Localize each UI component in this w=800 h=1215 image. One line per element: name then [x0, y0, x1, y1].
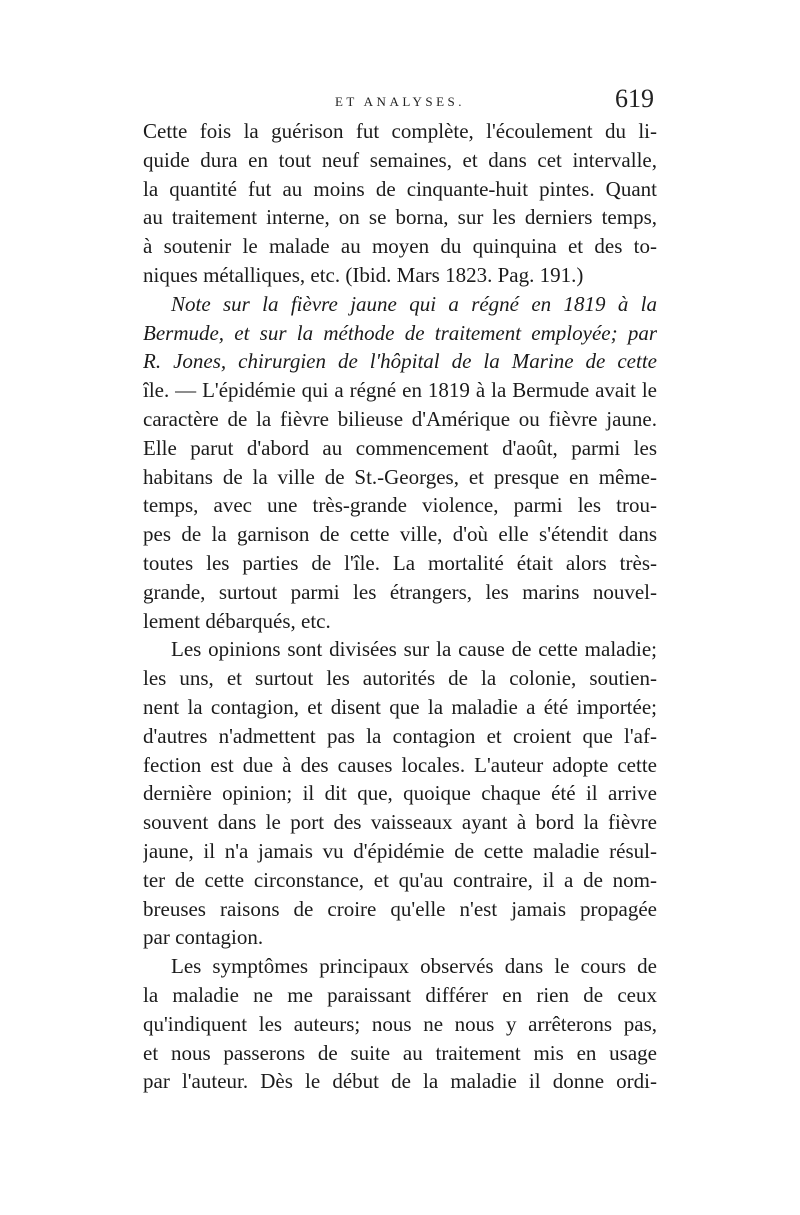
text-line: d'autres n'admettent pas la contagion et croient que l'af-: [143, 723, 657, 748]
text-line: Note sur la fièvre jaune qui a régné en 1819 à la: [171, 291, 657, 316]
text-line: niques métalliques, etc. (Ibid. Mars 1823. Pag. 191.): [143, 262, 584, 287]
text-line: souvent dans le port des vaisseaux ayant à bord la fièvre: [143, 810, 657, 835]
text-line: temps, avec une très-grande violence, parmi les trou-: [143, 493, 657, 518]
text-line: toutes les parties de l'île. La mortalité était alors très-: [143, 550, 657, 575]
text-line: R. Jones, chirurgien de l'hôpital de la Marine de cette: [143, 349, 657, 374]
page-number: 619: [615, 84, 654, 113]
text-line: quide dura en tout neuf semaines, et dans cet intervalle,: [143, 147, 657, 172]
text-line: par contagion.: [143, 925, 264, 950]
text-line: Bermude, et sur la méthode de traitement employée; par: [143, 320, 657, 345]
text-line: qu'indiquent les auteurs; nous ne nous y arrêterons pas,: [143, 1011, 657, 1036]
text-line: nent la contagion, et disent que la maladie a été importée;: [143, 694, 657, 719]
text-line: fection est due à des causes locales. L'auteur adopte cette: [143, 752, 657, 777]
text-line: jaune, il n'a jamais vu d'épidémie de cette maladie résul-: [143, 838, 657, 863]
text-line: à soutenir le malade au moyen du quinquina et des to-: [143, 234, 657, 259]
text-line: par l'auteur. Dès le début de la maladie il donne ordi-: [143, 1069, 657, 1094]
text-line: ter de cette circonstance, et qu'au contraire, il a de nom-: [143, 867, 657, 892]
text-line: au traitement interne, on se borna, sur les derniers temps,: [143, 205, 657, 230]
text-line: habitans de la ville de St.-Georges, et presque en même-: [143, 464, 657, 489]
text-line: dernière opinion; il dit que, quoique chaque été il arrive: [143, 781, 657, 806]
text-line: île. — L'épidémie qui a régné en 1819 à la Bermude avait le: [143, 378, 657, 403]
text-line: lement débarqués, etc.: [143, 608, 331, 633]
running-header: [140, 84, 660, 120]
running-title: ET ANALYSES.: [334, 94, 466, 109]
text-line: Les opinions sont divisées sur la cause de cette maladie;: [171, 637, 657, 662]
text-line: Elle parut d'abord au commencement d'août, parmi les: [143, 435, 657, 460]
text-line: les uns, et surtout les autorités de la colonie, soutien-: [143, 666, 657, 691]
text-line: breuses raisons de croire qu'elle n'est jamais propagée: [143, 896, 657, 921]
text-line: pes de la garnison de cette ville, d'où elle s'étendit dans: [143, 522, 657, 547]
text-line: la quantité fut au moins de cinquante-huit pintes. Quant: [143, 176, 657, 201]
body-text: [143, 117, 657, 1096]
text-line: caractère de la fièvre bilieuse d'Amérique ou fièvre jaune.: [143, 406, 657, 431]
text-line: grande, surtout parmi les étrangers, les marins nouvel-: [143, 579, 657, 604]
text-line: Cette fois la guérison fut complète, l'écoulement du li-: [143, 119, 657, 143]
text-line: la maladie ne me paraissant différer en rien de ceux: [143, 982, 657, 1007]
text-line: Les symptômes principaux observés dans le cours de: [171, 954, 657, 979]
text-line: et nous passerons de suite au traitement mis en usage: [143, 1040, 657, 1065]
